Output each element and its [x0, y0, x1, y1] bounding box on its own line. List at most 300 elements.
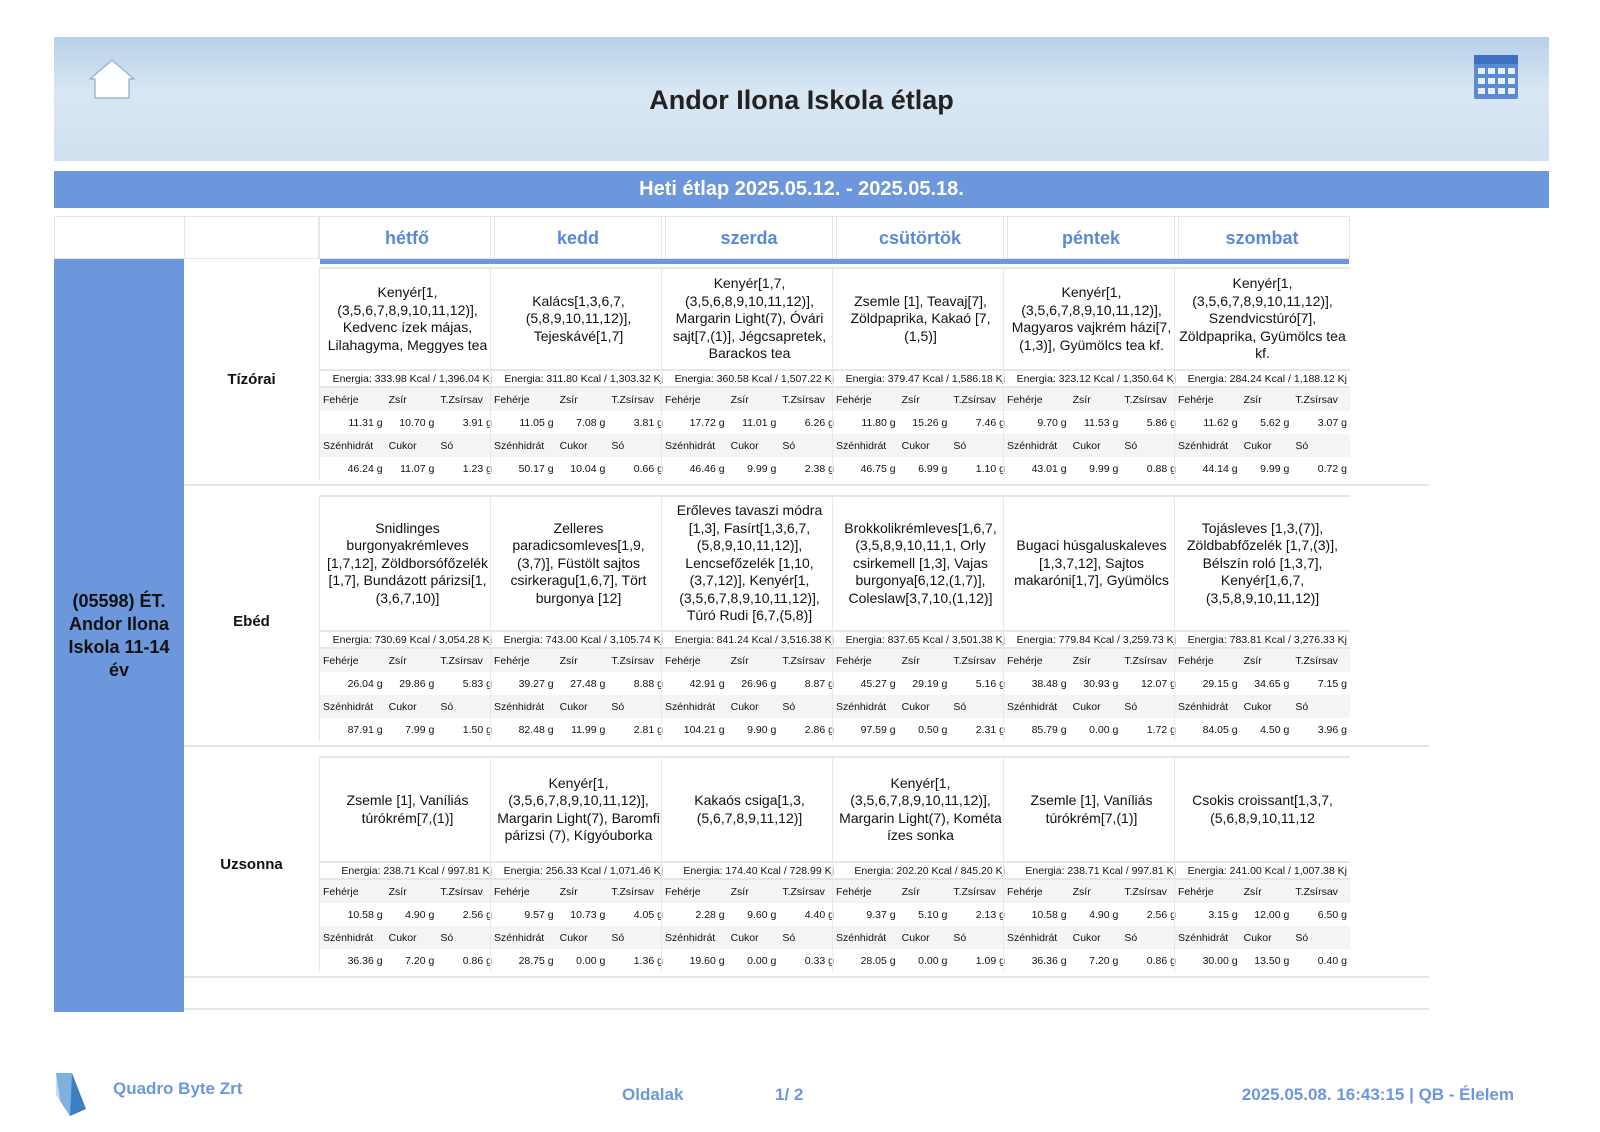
menu-items: Snidlinges burgonyakrémleves [1,7,12], Zöldborsófőzelék [1,7], Bundázott párizsi[1,(3,6,7,10)]	[320, 495, 495, 632]
nutrient-label-fat: Zsír	[901, 885, 920, 898]
nutrient-value-salt: 1.10 g	[975, 462, 1005, 475]
nutrient-label-salt: Só	[953, 439, 967, 452]
nutrient-values	[1004, 411, 1179, 434]
nutrient-values	[833, 411, 1008, 434]
energy-value: Energia: 241.00 Kcal / 1,007.38 Kj	[1175, 863, 1350, 880]
energy-value: Energia: 202.20 Kcal / 845.20 Kj	[833, 863, 1008, 880]
nutrient-value-salt: 1.36 g	[633, 954, 663, 967]
menu-cell	[1003, 495, 1179, 741]
nutrient-value-salt: 1.50 g	[462, 723, 492, 736]
nutrient-label-carb: Szénhidrát	[1178, 439, 1229, 452]
nutrient-value-carb: 87.91 g	[347, 723, 383, 736]
meal-label: Uzsonna	[220, 856, 283, 873]
menu-cell	[832, 267, 1008, 480]
nutrient-label-sat: T.Zsírsav	[953, 393, 996, 406]
nutrient-label-sat: T.Zsírsav	[782, 885, 825, 898]
nutrient-value-protein: 3.15 g	[1208, 908, 1238, 921]
nutrient-label-fat: Zsír	[559, 885, 578, 898]
nutrient-value-protein: 11.80 g	[861, 416, 896, 429]
energy-value: Energia: 284.24 Kcal / 1,188.12 Kj	[1175, 371, 1350, 388]
energy-value: Energia: 837.65 Kcal / 3,501.38 Kj	[833, 632, 1008, 649]
nutrient-label-salt: Só	[1295, 439, 1309, 452]
nutrient-labels	[662, 388, 837, 411]
nutrient-label-salt: Só	[953, 700, 967, 713]
nutrient-value-sugar: 7.99 g	[405, 723, 435, 736]
nutrient-values	[1004, 903, 1179, 926]
nutrient-values	[491, 718, 666, 741]
nutrient-label-carb: Szénhidrát	[1178, 700, 1229, 713]
nutrient-label-fat: Zsír	[901, 654, 920, 667]
nutrient-value-sat: 2.56 g	[1146, 908, 1176, 921]
nutrient-value-fat: 11.53 g	[1084, 416, 1119, 429]
nutrient-value-sat: 2.13 g	[975, 908, 1005, 921]
meal-separator	[184, 976, 1429, 978]
nutrient-value-carb: 28.75 g	[518, 954, 554, 967]
nutrient-label-protein: Fehérje	[1007, 393, 1043, 406]
menu-items: Kenyér[1, (3,5,6,7,8,9,10,11,12)], Szendvicstúró[7], Zöldpaprika, Gyümölcs tea kf.	[1175, 267, 1350, 371]
nutrient-label-protein: Fehérje	[1178, 654, 1214, 667]
nutrient-label-salt: Só	[1124, 931, 1138, 944]
energy-value: Energia: 779.84 Kcal / 3,259.73 Kj	[1004, 632, 1179, 649]
meal-separator	[184, 745, 1429, 747]
nutrient-label-salt: Só	[611, 931, 625, 944]
nutrient-labels	[320, 388, 495, 411]
nutrient-value-protein: 10.58 g	[347, 908, 383, 921]
menu-items: Zsemle [1], Vaníliás túrókrém[7,(1)]	[320, 756, 495, 863]
menu-items: Zsemle [1], Vaníliás túrókrém[7,(1)]	[1004, 756, 1179, 863]
nutrient-labels	[1004, 388, 1179, 411]
nutrient-value-salt: 0.33 g	[804, 954, 834, 967]
nutrient-labels	[1004, 880, 1179, 903]
meal-label: Tízórai	[227, 371, 276, 388]
nutrient-label-sat: T.Zsírsav	[1295, 885, 1338, 898]
nutrient-value-fat: 5.10 g	[918, 908, 948, 921]
energy-value: Energia: 238.71 Kcal / 997.81 Kj	[1004, 863, 1179, 880]
energy-value: Energia: 256.33 Kcal / 1,071.46 Kj	[491, 863, 666, 880]
nutrient-values	[662, 411, 837, 434]
nutrient-label-sat: T.Zsírsav	[611, 393, 654, 406]
nutrient-labels	[1175, 434, 1350, 457]
nutrient-label-salt: Só	[782, 439, 796, 452]
nutrient-label-salt: Só	[1295, 700, 1309, 713]
energy-value: Energia: 311.80 Kcal / 1,303.32 Kj	[491, 371, 666, 388]
nutrient-value-carb: 82.48 g	[518, 723, 554, 736]
nutrient-value-fat: 7.08 g	[576, 416, 606, 429]
nutrient-label-protein: Fehérje	[665, 885, 701, 898]
nutrient-value-sugar: 0.00 g	[576, 954, 606, 967]
nutrient-values	[1004, 718, 1179, 741]
nutrient-value-salt: 2.86 g	[804, 723, 834, 736]
nutrient-values	[320, 411, 495, 434]
nutrient-value-salt: 2.81 g	[633, 723, 663, 736]
nutrient-value-sugar: 7.20 g	[1089, 954, 1119, 967]
nutrient-label-sugar: Cukor	[730, 700, 759, 713]
nutrient-label-fat: Zsír	[1072, 393, 1091, 406]
nutrient-label-sat: T.Zsírsav	[1295, 393, 1338, 406]
nutrient-values	[1004, 949, 1179, 972]
nutrient-values	[662, 903, 837, 926]
nutrient-value-fat: 9.60 g	[747, 908, 777, 921]
quadro-logo-icon	[54, 1071, 88, 1117]
nutrient-label-salt: Só	[611, 700, 625, 713]
nutrient-value-fat: 10.70 g	[399, 416, 435, 429]
nutrient-label-salt: Só	[611, 439, 625, 452]
grid-corner	[54, 216, 184, 259]
day-header: péntek	[1003, 216, 1179, 259]
nutrient-value-fat: 30.93 g	[1083, 677, 1119, 690]
nutrient-value-sugar: 9.90 g	[747, 723, 777, 736]
nutrient-label-sugar: Cukor	[559, 439, 588, 452]
nutrient-values	[833, 672, 1008, 695]
nutrient-labels	[1004, 649, 1179, 672]
menu-cell	[319, 267, 495, 480]
nutrient-label-carb: Szénhidrát	[1007, 700, 1058, 713]
nutrient-label-sugar: Cukor	[388, 439, 417, 452]
menu-cell	[1003, 756, 1179, 972]
nutrient-label-salt: Só	[440, 439, 454, 452]
nutrient-value-fat: 29.19 g	[912, 677, 948, 690]
menu-items: Bugaci húsgaluskaleves [1,3,7,12], Sajtos makaróni[1,7], Gyümölcs	[1004, 495, 1179, 632]
grid-corner-meal	[184, 216, 319, 259]
nutrient-label-protein: Fehérje	[836, 393, 872, 406]
nutrient-value-carb: 97.59 g	[860, 723, 896, 736]
nutrient-values	[320, 672, 495, 695]
energy-value: Energia: 333.98 Kcal / 1,396.04 Kj	[320, 371, 495, 388]
nutrient-label-sat: T.Zsírsav	[440, 654, 483, 667]
nutrient-values	[320, 457, 495, 480]
nutrient-label-fat: Zsír	[559, 654, 578, 667]
nutrient-label-salt: Só	[1295, 931, 1309, 944]
nutrient-value-sugar: 0.50 g	[918, 723, 948, 736]
nutrient-values	[491, 672, 666, 695]
nutrient-label-fat: Zsír	[1243, 885, 1262, 898]
nutrient-label-sat: T.Zsírsav	[1124, 393, 1167, 406]
nutrient-label-carb: Szénhidrát	[494, 931, 545, 944]
nutrient-value-salt: 3.96 g	[1317, 723, 1347, 736]
nutrient-labels	[833, 695, 1008, 718]
nutrient-value-carb: 44.14 g	[1202, 462, 1238, 475]
nutrient-value-sat: 4.05 g	[633, 908, 663, 921]
nutrient-label-protein: Fehérje	[323, 393, 359, 406]
nutrient-value-salt: 0.86 g	[462, 954, 492, 967]
menu-cell	[490, 756, 666, 972]
nutrient-label-sugar: Cukor	[388, 700, 417, 713]
menu-items: Kenyér[1, (3,5,6,7,8,9,10,11,12)], Margarin Light(7), Baromfi párizsi (7), Kígyóuborka	[491, 756, 666, 863]
nutrient-label-carb: Szénhidrát	[836, 700, 887, 713]
menu-cell	[319, 495, 495, 741]
nutrient-values	[1175, 949, 1350, 972]
menu-items: Brokkolikrémleves[1,6,7, (3,5,8,9,10,11,1, Orly csirkemell [1,3], Vajas burgonya[6,12,(1,7)], Coleslaw[3,7,10,(1,12)]	[833, 495, 1008, 632]
nutrient-value-sugar: 0.00 g	[918, 954, 948, 967]
nutrient-label-sugar: Cukor	[1072, 700, 1101, 713]
page-header	[54, 37, 1549, 161]
nutrient-value-salt: 2.31 g	[975, 723, 1005, 736]
nutrient-label-protein: Fehérje	[494, 393, 530, 406]
nutrient-value-sugar: 13.50 g	[1254, 954, 1290, 967]
nutrient-value-sat: 3.07 g	[1317, 416, 1347, 429]
nutrient-value-carb: 50.17 g	[518, 462, 554, 475]
nutrient-label-sugar: Cukor	[901, 931, 930, 944]
nutrient-label-carb: Szénhidrát	[323, 439, 374, 452]
nutrient-value-salt: 2.38 g	[804, 462, 834, 475]
nutrient-label-protein: Fehérje	[1007, 885, 1043, 898]
nutrient-labels	[662, 880, 837, 903]
nutrient-label-sugar: Cukor	[1243, 931, 1272, 944]
nutrient-values	[662, 949, 837, 972]
nutrient-label-sat: T.Zsírsav	[953, 885, 996, 898]
nutrient-labels	[833, 388, 1008, 411]
nutrient-label-sat: T.Zsírsav	[611, 654, 654, 667]
nutrient-values	[491, 949, 666, 972]
nutrient-label-sat: T.Zsírsav	[1124, 885, 1167, 898]
menu-cell	[1174, 756, 1350, 972]
nutrient-label-fat: Zsír	[1072, 654, 1091, 667]
nutrient-label-protein: Fehérje	[836, 654, 872, 667]
nutrient-value-carb: 84.05 g	[1202, 723, 1238, 736]
energy-value: Energia: 730.69 Kcal / 3,054.28 Kj	[320, 632, 495, 649]
week-title: Heti étlap 2025.05.12. - 2025.05.18.	[54, 171, 1549, 208]
nutrient-value-sugar: 0.00 g	[1089, 723, 1119, 736]
menu-items: Kenyér[1, (3,5,6,7,8,9,10,11,12)], Magyaros vajkrém házi[7,(1,3)], Gyümölcs tea kf.	[1004, 267, 1179, 371]
nutrient-value-sugar: 0.00 g	[747, 954, 777, 967]
nutrient-label-fat: Zsír	[730, 393, 749, 406]
nutrient-label-fat: Zsír	[1072, 885, 1091, 898]
nutrient-values	[1175, 718, 1350, 741]
nutrient-label-sat: T.Zsírsav	[782, 393, 825, 406]
nutrient-value-sat: 12.07 g	[1140, 677, 1176, 690]
nutrient-label-protein: Fehérje	[1007, 654, 1043, 667]
nutrient-labels	[1175, 695, 1350, 718]
nutrient-label-sat: T.Zsírsav	[953, 654, 996, 667]
nutrient-value-protein: 2.28 g	[695, 908, 725, 921]
footer-company: Quadro Byte Zrt	[113, 1079, 243, 1098]
nutrient-label-salt: Só	[1124, 700, 1138, 713]
nutrient-label-sugar: Cukor	[1243, 439, 1272, 452]
nutrient-value-carb: 46.75 g	[860, 462, 896, 475]
nutrient-label-sat: T.Zsírsav	[782, 654, 825, 667]
nutrient-values	[1175, 457, 1350, 480]
nutrient-value-protein: 9.70 g	[1037, 416, 1067, 429]
nutrient-labels	[662, 926, 837, 949]
nutrient-value-salt: 0.72 g	[1317, 462, 1347, 475]
energy-value: Energia: 379.47 Kcal / 1,586.18 Kj	[833, 371, 1008, 388]
nutrient-label-sugar: Cukor	[559, 700, 588, 713]
nutrient-labels	[833, 649, 1008, 672]
menu-cell	[490, 495, 666, 741]
menu-cell	[1174, 495, 1350, 741]
nutrient-value-salt: 1.23 g	[462, 462, 492, 475]
nutrient-label-fat: Zsír	[388, 885, 407, 898]
nutrient-value-sugar: 9.99 g	[747, 462, 777, 475]
menu-cell	[1003, 267, 1179, 480]
nutrient-value-sat: 7.46 g	[975, 416, 1005, 429]
nutrient-labels	[1175, 388, 1350, 411]
nutrient-value-carb: 46.46 g	[689, 462, 725, 475]
nutrient-values	[662, 457, 837, 480]
nutrient-values	[833, 903, 1008, 926]
nutrient-labels	[320, 434, 495, 457]
menu-cell	[1174, 267, 1350, 480]
nutrient-value-protein: 38.48 g	[1031, 677, 1067, 690]
nutrient-label-fat: Zsír	[1243, 393, 1262, 406]
nutrient-value-protein: 17.72 g	[689, 416, 725, 429]
menu-cell	[832, 756, 1008, 972]
nutrient-value-sat: 6.26 g	[804, 416, 834, 429]
nutrient-value-fat: 15.26 g	[912, 416, 948, 429]
calendar-icon[interactable]	[1473, 53, 1519, 101]
nutrient-value-protein: 9.37 g	[866, 908, 896, 921]
day-header: csütörtök	[832, 216, 1008, 259]
footer-timestamp: 2025.05.08. 16:43:15 | QB - Élelem	[1241, 1085, 1514, 1104]
nutrient-label-sat: T.Zsírsav	[1124, 654, 1167, 667]
nutrient-labels	[320, 695, 495, 718]
menu-cell	[661, 495, 837, 741]
menu-cell	[319, 756, 495, 972]
nutrient-value-fat: 11.01 g	[742, 416, 777, 429]
nutrient-labels	[491, 926, 666, 949]
menu-items: Tojásleves [1,3,(7)], Zöldbabfőzelék [1,7,(3)], Bélszín roló [1,3,7], Kenyér[1,6,7, (3,5,8,9,10,11,12)]	[1175, 495, 1350, 632]
nutrient-value-carb: 36.36 g	[347, 954, 383, 967]
nutrient-values	[833, 949, 1008, 972]
nutrient-label-sugar: Cukor	[1072, 439, 1101, 452]
nutrient-label-protein: Fehérje	[494, 885, 530, 898]
nutrient-values	[1175, 411, 1350, 434]
nutrient-value-sugar: 6.99 g	[918, 462, 948, 475]
nutrient-label-protein: Fehérje	[1178, 885, 1214, 898]
menu-items: Kakaós csiga[1,3, (5,6,7,8,9,11,12)]	[662, 756, 837, 863]
nutrient-value-salt: 0.40 g	[1317, 954, 1347, 967]
nutrient-value-protein: 39.27 g	[518, 677, 554, 690]
nutrient-labels	[1175, 880, 1350, 903]
nutrient-labels	[833, 926, 1008, 949]
nutrient-value-salt: 1.09 g	[975, 954, 1005, 967]
nutrient-labels	[1004, 434, 1179, 457]
nutrient-labels	[491, 695, 666, 718]
nutrient-values	[1004, 672, 1179, 695]
nutrient-labels	[491, 880, 666, 903]
menu-items: Erőleves tavaszi módra [1,3], Fasírt[1,3,6,7, (5,8,9,10,11,12)], Lencsefőzelék [1,10, (3,7,12)], Kenyér[1, (3,5,6,7,8,9,10,11,12)], Túró Rudi [6,7,(5,8)]	[662, 495, 837, 632]
nutrient-values	[662, 672, 837, 695]
nutrient-label-fat: Zsír	[730, 885, 749, 898]
footer-page-number: 1/ 2	[775, 1085, 804, 1104]
nutrient-label-fat: Zsír	[730, 654, 749, 667]
nutrient-values	[662, 718, 837, 741]
nutrient-value-fat: 26.96 g	[741, 677, 777, 690]
nutrient-value-sat: 5.83 g	[462, 677, 492, 690]
nutrient-label-sugar: Cukor	[1243, 700, 1272, 713]
nutrient-value-protein: 9.57 g	[524, 908, 554, 921]
nutrient-label-carb: Szénhidrát	[494, 439, 545, 452]
nutrient-value-sat: 7.15 g	[1317, 677, 1347, 690]
nutrient-values	[320, 718, 495, 741]
nutrient-values	[833, 457, 1008, 480]
nutrient-label-protein: Fehérje	[836, 885, 872, 898]
page-footer	[0, 1067, 1600, 1117]
menu-cell	[832, 495, 1008, 741]
nutrient-value-fat: 4.90 g	[405, 908, 435, 921]
nutrient-labels	[1004, 695, 1179, 718]
menu-items: Kenyér[1,7, (3,5,6,8,9,10,11,12)], Margarin Light(7), Óvári sajt[7,(1)], Jégcsapretek, Barackos tea	[662, 267, 837, 371]
nutrient-label-carb: Szénhidrát	[665, 439, 716, 452]
nutrient-labels	[662, 649, 837, 672]
nutrient-label-carb: Szénhidrát	[494, 700, 545, 713]
nutrient-label-sugar: Cukor	[901, 439, 930, 452]
nutrient-value-protein: 45.27 g	[860, 677, 896, 690]
nutrient-value-sat: 3.81 g	[633, 416, 663, 429]
nutrient-label-fat: Zsír	[388, 654, 407, 667]
day-header: szombat	[1174, 216, 1350, 259]
nutrient-value-sugar: 11.07 g	[400, 462, 435, 475]
nutrient-label-salt: Só	[440, 931, 454, 944]
footer-pages-label: Oldalak	[622, 1085, 684, 1104]
nutrient-value-sugar: 11.99 g	[571, 723, 606, 736]
nutrient-label-sat: T.Zsírsav	[1295, 654, 1338, 667]
nutrient-value-sugar: 10.04 g	[570, 462, 606, 475]
nutrient-label-carb: Szénhidrát	[1178, 931, 1229, 944]
nutrient-value-protein: 42.91 g	[689, 677, 725, 690]
nutrient-value-salt: 0.86 g	[1146, 954, 1176, 967]
energy-value: Energia: 783.81 Kcal / 3,276.33 Kj	[1175, 632, 1350, 649]
nutrient-value-protein: 11.31 g	[348, 416, 383, 429]
nutrient-labels	[662, 434, 837, 457]
nutrient-values	[320, 949, 495, 972]
nutrient-value-protein: 26.04 g	[347, 677, 383, 690]
nutrient-value-protein: 11.05 g	[519, 416, 554, 429]
nutrient-value-carb: 46.24 g	[347, 462, 383, 475]
energy-value: Energia: 238.71 Kcal / 997.81 Kj	[320, 863, 495, 880]
nutrient-value-salt: 0.88 g	[1146, 462, 1176, 475]
nutrient-value-carb: 104.21 g	[683, 723, 725, 736]
nutrient-label-protein: Fehérje	[323, 885, 359, 898]
menu-items: Kenyér[1, (3,5,6,7,8,9,10,11,12)], Margarin Light(7), Kométa ízes sonka	[833, 756, 1008, 863]
group-label: (05598) ÉT. Andor Ilona Iskola 11-14 év	[54, 259, 184, 1012]
day-header: kedd	[490, 216, 666, 259]
nutrient-value-protein: 10.58 g	[1031, 908, 1067, 921]
nutrient-value-carb: 43.01 g	[1031, 462, 1067, 475]
nutrient-value-sat: 5.16 g	[975, 677, 1005, 690]
nutrient-label-sat: T.Zsírsav	[611, 885, 654, 898]
nutrient-values	[491, 411, 666, 434]
nutrient-label-protein: Fehérje	[665, 654, 701, 667]
meal-label: Ebéd	[233, 613, 270, 630]
nutrient-value-sugar: 4.50 g	[1260, 723, 1290, 736]
nutrient-label-carb: Szénhidrát	[323, 931, 374, 944]
nutrient-values	[491, 457, 666, 480]
nutrient-value-sat: 4.40 g	[804, 908, 834, 921]
nutrient-label-sugar: Cukor	[730, 439, 759, 452]
nutrient-label-salt: Só	[1124, 439, 1138, 452]
nutrient-value-carb: 28.05 g	[860, 954, 896, 967]
menu-cell	[661, 756, 837, 972]
nutrient-label-sugar: Cukor	[1072, 931, 1101, 944]
nutrient-value-carb: 19.60 g	[689, 954, 725, 967]
day-header: hétfő	[319, 216, 495, 259]
nutrient-values	[320, 903, 495, 926]
grid-bottom-border	[184, 1008, 1429, 1010]
page-title: Andor Ilona Iskola étlap	[649, 85, 954, 115]
nutrient-value-carb: 36.36 g	[1031, 954, 1067, 967]
nutrient-labels	[833, 880, 1008, 903]
nutrient-labels	[320, 926, 495, 949]
nutrient-value-carb: 30.00 g	[1202, 954, 1238, 967]
nutrient-value-salt: 0.66 g	[633, 462, 663, 475]
menu-items: Kenyér[1, (3,5,6,7,8,9,10,11,12)], Kedvenc ízek májas, Lilahagyma, Meggyes tea	[320, 267, 495, 371]
menu-items: Csokis croissant[1,3,7, (5,6,8,9,10,11,12	[1175, 756, 1350, 863]
nutrient-value-fat: 34.65 g	[1254, 677, 1290, 690]
nutrient-value-fat: 12.00 g	[1254, 908, 1290, 921]
nutrient-value-fat: 5.62 g	[1260, 416, 1290, 429]
nutrient-label-protein: Fehérje	[1178, 393, 1214, 406]
